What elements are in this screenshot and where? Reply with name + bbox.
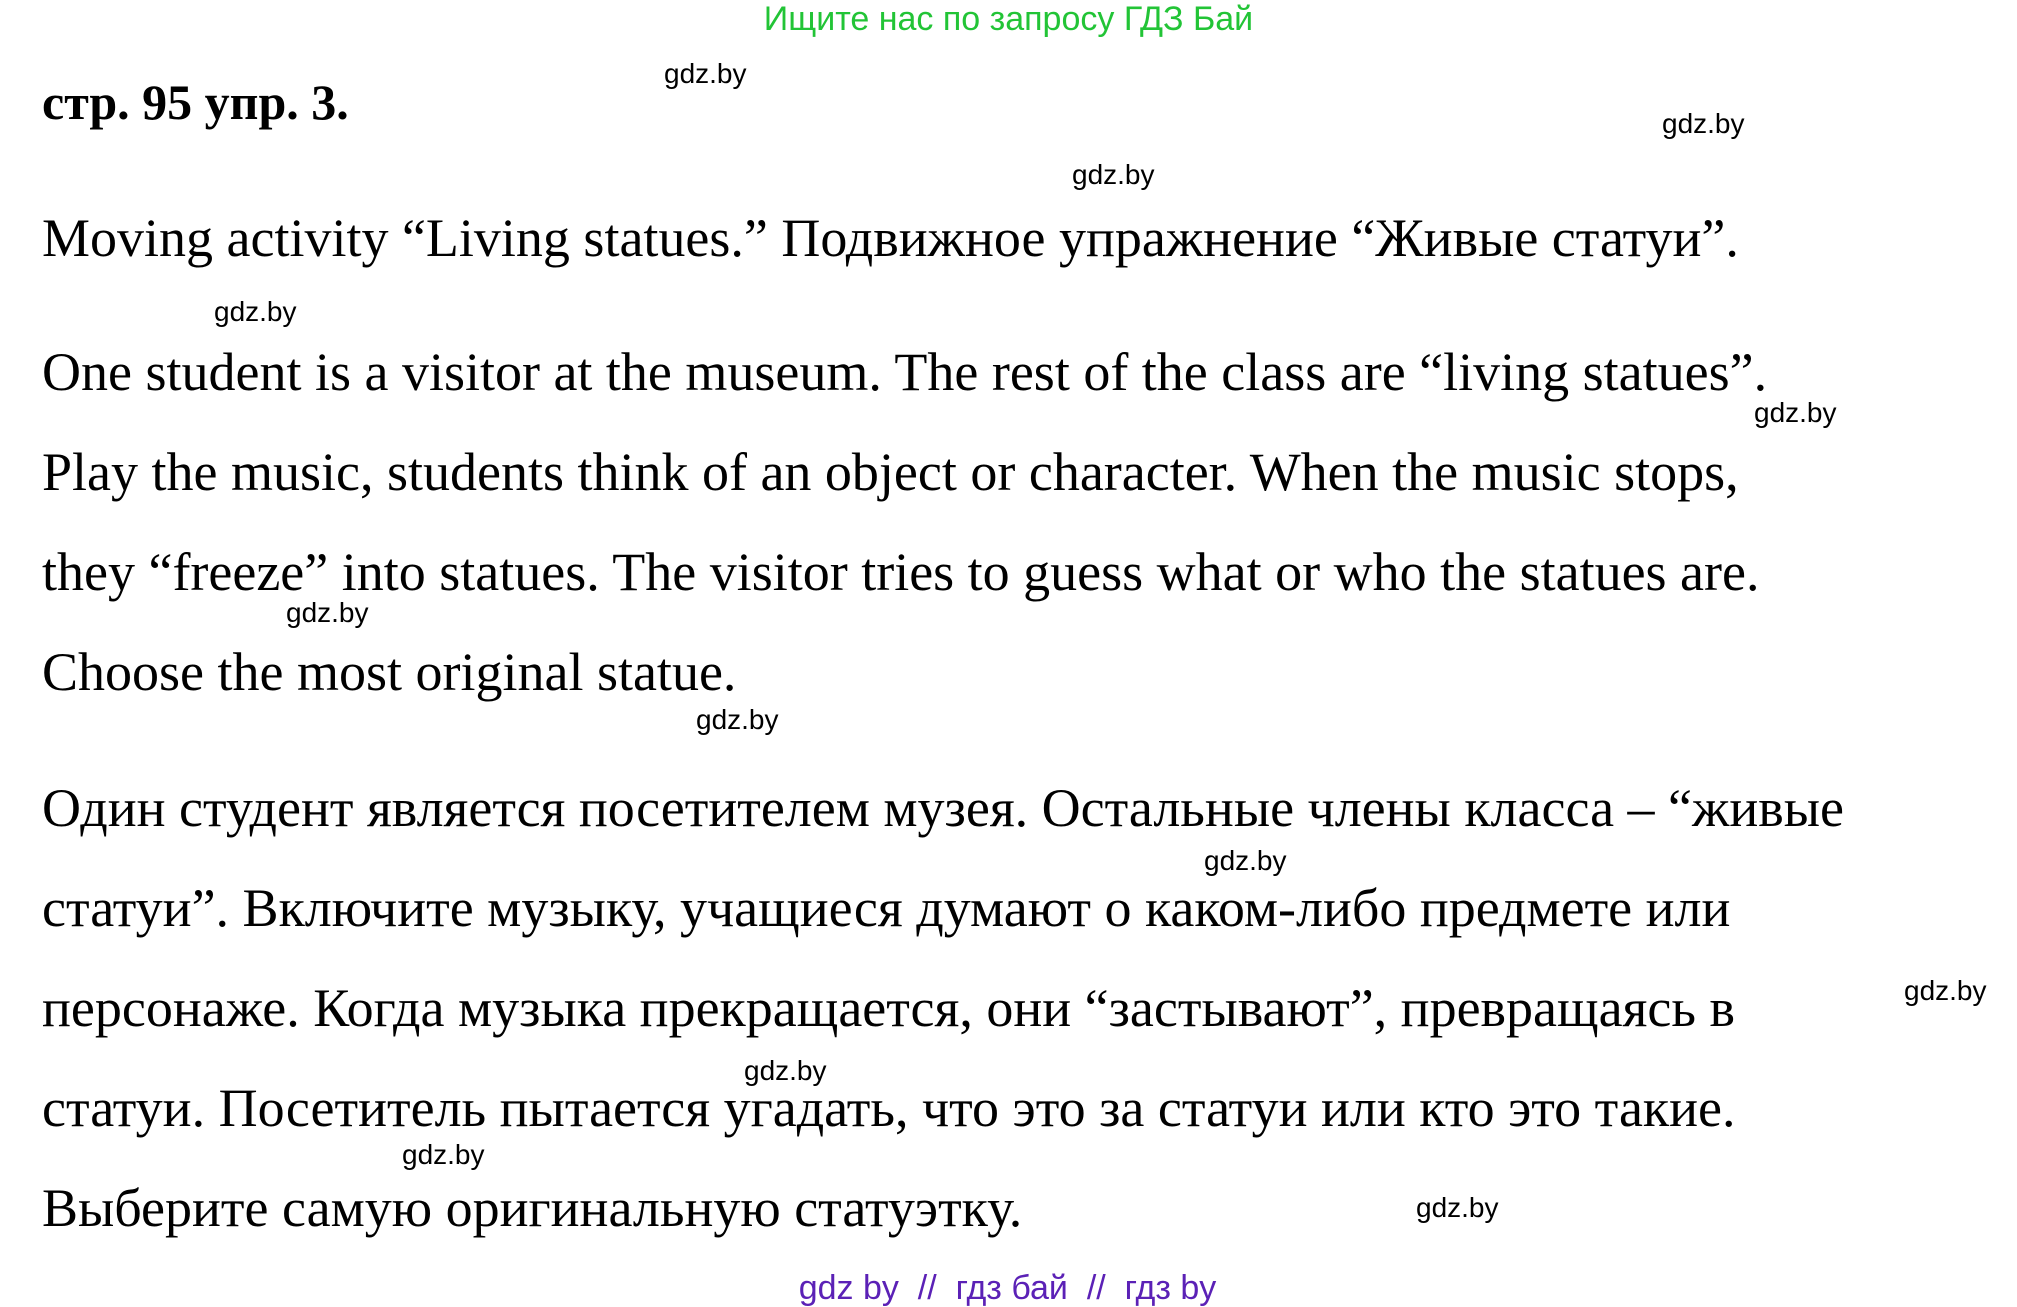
watermark: gdz.by xyxy=(744,1055,827,1086)
russian-line-5: Выберите самую оригинальную статуэтку. xyxy=(42,1178,1023,1238)
watermark: gdz.by xyxy=(1416,1192,1499,1223)
english-line-2: One student is a visitor at the museum. The rest of the class are “living statues”. xyxy=(42,342,1768,402)
banner-text: Ищите нас по запросу ГДЗ Бай xyxy=(763,0,1254,38)
watermark: gdz.by xyxy=(1904,975,1987,1006)
english-line-3: Play the music, students think of an object or character. When the music stops, xyxy=(42,442,1739,502)
top-banner xyxy=(0,0,2017,38)
russian-line-2: статуи”. Включите музыку, учащиеся думают о каком-либо предмете или xyxy=(42,878,1731,938)
watermark: gdz.by xyxy=(402,1139,485,1170)
watermark: gdz.by xyxy=(214,296,297,327)
footer xyxy=(0,1270,2017,1306)
watermark: gdz.by xyxy=(286,597,369,628)
watermark: gdz.by xyxy=(1204,845,1287,876)
watermark: gdz.by xyxy=(1072,159,1155,190)
english-line-4: they “freeze” into statues. The visitor tries to guess what or who the statues are. xyxy=(42,542,1760,602)
watermark: gdz.by xyxy=(696,704,779,735)
watermark: gdz.by xyxy=(1754,397,1837,428)
page-title: стр. 95 упр. 3. xyxy=(42,74,349,130)
russian-line-1: Один студент является посетителем музея. Остальные члены класса – “живые xyxy=(42,778,1844,838)
watermark: gdz.by xyxy=(664,58,747,89)
footer-text: gdz by // гдз бай // гдз by xyxy=(798,1269,1217,1307)
english-line-1: Moving activity “Living statues.” Подвижное упражнение “Живые статуи”. xyxy=(42,208,1739,268)
russian-line-4: статуи. Посетитель пытается угадать, что это за статуи или кто это такие. xyxy=(42,1078,1736,1138)
watermark: gdz.by xyxy=(1662,108,1745,139)
english-line-5: Choose the most original statue. xyxy=(42,642,737,702)
russian-line-3: персонаже. Когда музыка прекращается, они “застывают”, превращаясь в xyxy=(42,978,1735,1038)
